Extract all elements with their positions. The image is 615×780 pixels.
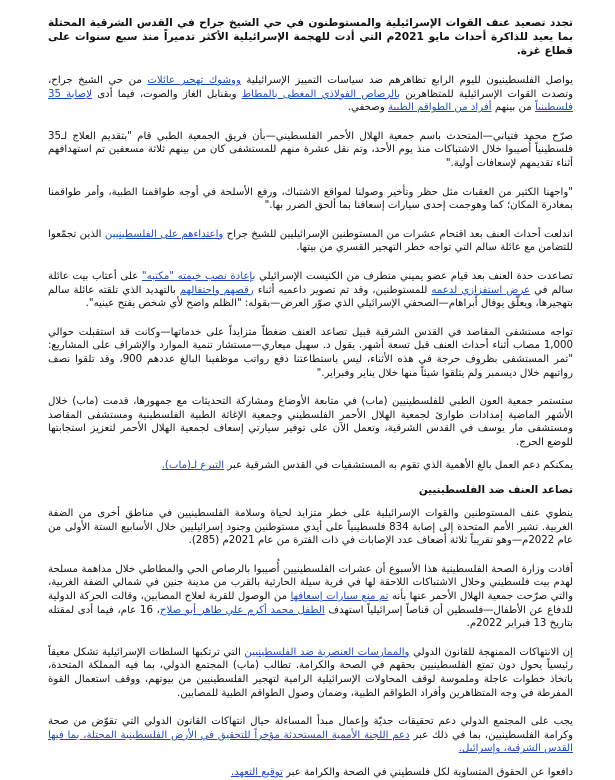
paragraph-donate — [48, 459, 573, 473]
text: دافعوا عن الحقوق المتساوية لكل فلسطيني في الصحة والكرامة عبر — [286, 766, 573, 778]
text: من حي الشيخ جراح، وتصدت القوات الإسرائيلية للمتظاهرين — [48, 75, 574, 100]
link-child-killed[interactable]: الطفل محمد أكرم علي طاهر أبو صلاح — [159, 604, 325, 616]
text: وصحفي. — [347, 102, 385, 114]
link-35-injured[interactable]: لإصابة 35 فلسطينياً — [48, 88, 573, 114]
paragraph-makassed-hospital: تواجه مستشفى المقاصد في القدس الشرقية قبيل تصاعد العنف ضغطاً متزايداً على خدماتها—وكانت قد استقبلت حوالي 1,000 مصاب أثناء أحداث العنف قبل تسعة أشهر. يقول د. سهيل ميعاري—مستشار تنمية الموارد والإشراف على المشاريع: "تمر المستشفى بظروف حرجة في هذه الأثناء، ليس باستطاعتنا دفع رواتب موظفينا البالغ عددهم 900، وقد تلقوا نصف رواتبهم خلال ديسمبر ولم يتلقوا شيئاً منها خلال يناير وفبراير." — [48, 326, 573, 379]
text: تصاعدت حدة العنف بعد قيام عضو يميني متطرف من الكنيست الإسرائيلي — [258, 270, 573, 282]
text: الذين تجمّعوا للتضامن مع عائلة سالم التي تواجه خطر التهجير القسري من بيتها. — [48, 228, 573, 254]
text: من بينهم — [494, 102, 532, 114]
text: يجب على المجتمع الدولي دعم تحقيقات جديّة وإعمال مبدأ المساءلة حيال انتهاكات القانون الدولي التي تقوّض من صحة وكرامة الفلسطينيين، بما في ذلك عبر — [48, 716, 573, 741]
text: اندلعت أحداث العنف بعد اقتحام عشرات من المستوطنين الإسرائيليين للشيخ جراح — [226, 228, 573, 240]
text: من الوصول للقرية لعلاج المصابين، وقالت الحركة الدولية للدفاع عن الأطفال—فلسطين أن قناصاً إسرائيلياً استهدف — [48, 591, 573, 616]
link-racist-practices[interactable]: والممارسات العنصرية ضد الفلسطينيين — [244, 646, 410, 658]
paragraph-map-response: ستستمر جمعية العون الطبي للفلسطينيين (ماب) في متابعة الأوضاع ومشاركة التحديثات مع جمهورها، قدمت (ماب) خلال الأشهر الماضية إمدادات طوارئ لجمعية الهلال الأحمر الفلسطيني وجمعية الإغاثة الطبية الفلسطينية ومستشفى المقاصد ومستشفى مار يوسف في القدس الشرقية، وتعمل الآن على توفير سيارتي إسعاف لجمعية الهلال الأحمر لتعزيز استجابتها للوضع الحرج. — [48, 396, 573, 448]
link-dancing[interactable]: رقصهم واحتفالهم — [179, 284, 254, 296]
link-sign-pledge[interactable]: توقيع التعهد. — [230, 766, 283, 778]
text: التي ترتكبها السلطات الإسرائيلية تشكل معيقاً رئيسياً يحول دون تمتع الفلسطينيين بحقهم في الصحة والكرامة. تطالب (ماب) المجتمع الدولي، بما فيه المملكة المتحدة، باتخاذ خطوات عاجلة وملموسة لوقف المحاولات الإسرائيلية الرامية لتهجير الفلسطينيين من بيوتهم، ووقف استعمال القوة المفرطة في وجه المتظاهرين وأفراد الطواقم الطبية، وضمان وصول الطواقم الطبية للمصابين. — [48, 646, 573, 699]
text: بالتهديد الذي تلقته عائلة سالم بتهجيرها، ويعلّق يوفال أبراهام—الصحفي الإسرائيلي الذي صوّر العرض—بقوله: "الظلم واضح لأي شخص يفتح عينيه". — [48, 284, 573, 310]
section-heading: تصاعد العنف ضد الفلسطينيين — [418, 484, 573, 497]
paragraph-protests — [48, 74, 573, 115]
link-medical-staff[interactable]: أفراد من الطواقم الطبية — [388, 102, 492, 114]
text: إن الانتهاكات الممنهجة للقانون الدولي — [413, 646, 573, 658]
paragraph-violations — [48, 646, 573, 700]
article-title: تجدد تصعيد عنف القوات الإسرائيلية والمستوطنون في حي الشيخ جراح في القدس الشرقية المحتلة بما يعيد للذاكرة أحداث مايو 2021م التي أدت للهجمة الإسرائيلية الأكثر تدميراً منذ سبع سنوات على قطاع غزة. — [48, 17, 573, 57]
link-rubber-bullets[interactable]: بالرصاص الفولاذي المغطى بالمطاط — [241, 88, 401, 100]
paragraph-un-figures: ينطوي عنف المستوطنين والقوات الإسرائيلية على خطر متزايد لحياة وسلامة الفلسطينيين في مناطق أخرى من الضفة الغربية. تشير الأمم المتحدة إلى إصابة 834 فلسطينياً على أيدي مستوطنين وجنود إسرائيليين خلال الأسابيع الستة الأولى من عام 2022م—وهو تقريباً ثلاثة أضعاف عدد الإصابات في ذات الفترة من عام 2021م (285). — [48, 508, 573, 547]
paragraph-knesset-member — [48, 270, 573, 311]
link-provocative-show[interactable]: عرض استفزازي لدعمه — [431, 284, 531, 296]
paragraph-accountability — [48, 715, 573, 756]
paragraph-obstacles-quote: "واجهنا الكثير من العقبات مثل حظر وتأخير وصولنا لمواقع الاشتباك، ورفع الأسلحة في أوجه طواقمنا الطبية، وأمر طواقمنا بمغادرة المكان؛ كما وهوجمت إحدى سيارات إسعافنا بما ألحق الضرر بها." — [48, 186, 573, 212]
paragraph-silat-alharithiya — [48, 563, 573, 631]
text: أفادت وزارة الصحة الفلسطينية هذا الأسبوع أن عشرات الفلسطينيين أُصيبوا بالرصاص الحي والمطاطي خلال مداهمة مسلحة لهدم بيت فلسطيني وخلال الاشتباكات اللاحقة لها في قرية سيلة الحارثية بالقرب من مدينة جنين في شمالي الضفة الغربية، والتي صرّحت جمعية الهلال الأحمر عنها بأنه — [48, 563, 573, 603]
text: ، 16 عام، فيما أدى لمقتله بتاريخ 13 فبراير 2022م. — [48, 604, 573, 630]
text: يمكنكم دعم العمل بالغ الأهمية الذي تقوم به المستشفيات في القدس الشرقية عبر — [227, 460, 573, 472]
text: يواصل الفلسطينيون لليوم الرابع تظاهرهم ضد سياسات التمييز الإسرائيلية — [246, 75, 573, 86]
link-ambulances-blocked[interactable]: تم منع سيارات إسعافها — [290, 591, 389, 603]
link-assaults[interactable]: واعتداءهم على الفلسطينيين — [104, 228, 224, 240]
link-un-commission[interactable]: دعم اللجنة الأممية المستحدثة مؤخراً للتحقيق في الأرض الفلسطينية المحتلة، بما فيها القدس الشرقية، وإسرائيل. — [48, 729, 573, 755]
paragraph-prcs-statement: صرّح محمد فتياني—المتحدث باسم جمعية الهلال الأحمر الفلسطيني—بأن فريق الجمعية الطبي قام "بتقديم العلاج لـ35 فلسطينياً أُصيبوا خلال الاشتباكات منذ يوم الأحد، وتم نقل عشرة منهم للمستشفى كان من بينهم ثلاثة مسعفين تم استهدافهم أثناء تقديمهم لإسعافات أولية." — [48, 130, 573, 169]
link-eviction[interactable]: ووشوك تهجير عائلات — [147, 75, 241, 86]
text: وبقنابل الغاز والصوت، فيما أدى — [97, 88, 237, 100]
link-donate-map[interactable]: التبرع لـ(ماب). — [161, 460, 225, 472]
link-tent-office[interactable]: بإعادة نصب خيمته "مكتبه" — [141, 270, 256, 282]
paragraph-settler-attack — [48, 228, 573, 255]
text: للمستوطنين، وقد تم تصوير داعميه أثناء — [257, 284, 428, 296]
text: على أعتاب بيت عائلة سالم في — [48, 270, 573, 296]
